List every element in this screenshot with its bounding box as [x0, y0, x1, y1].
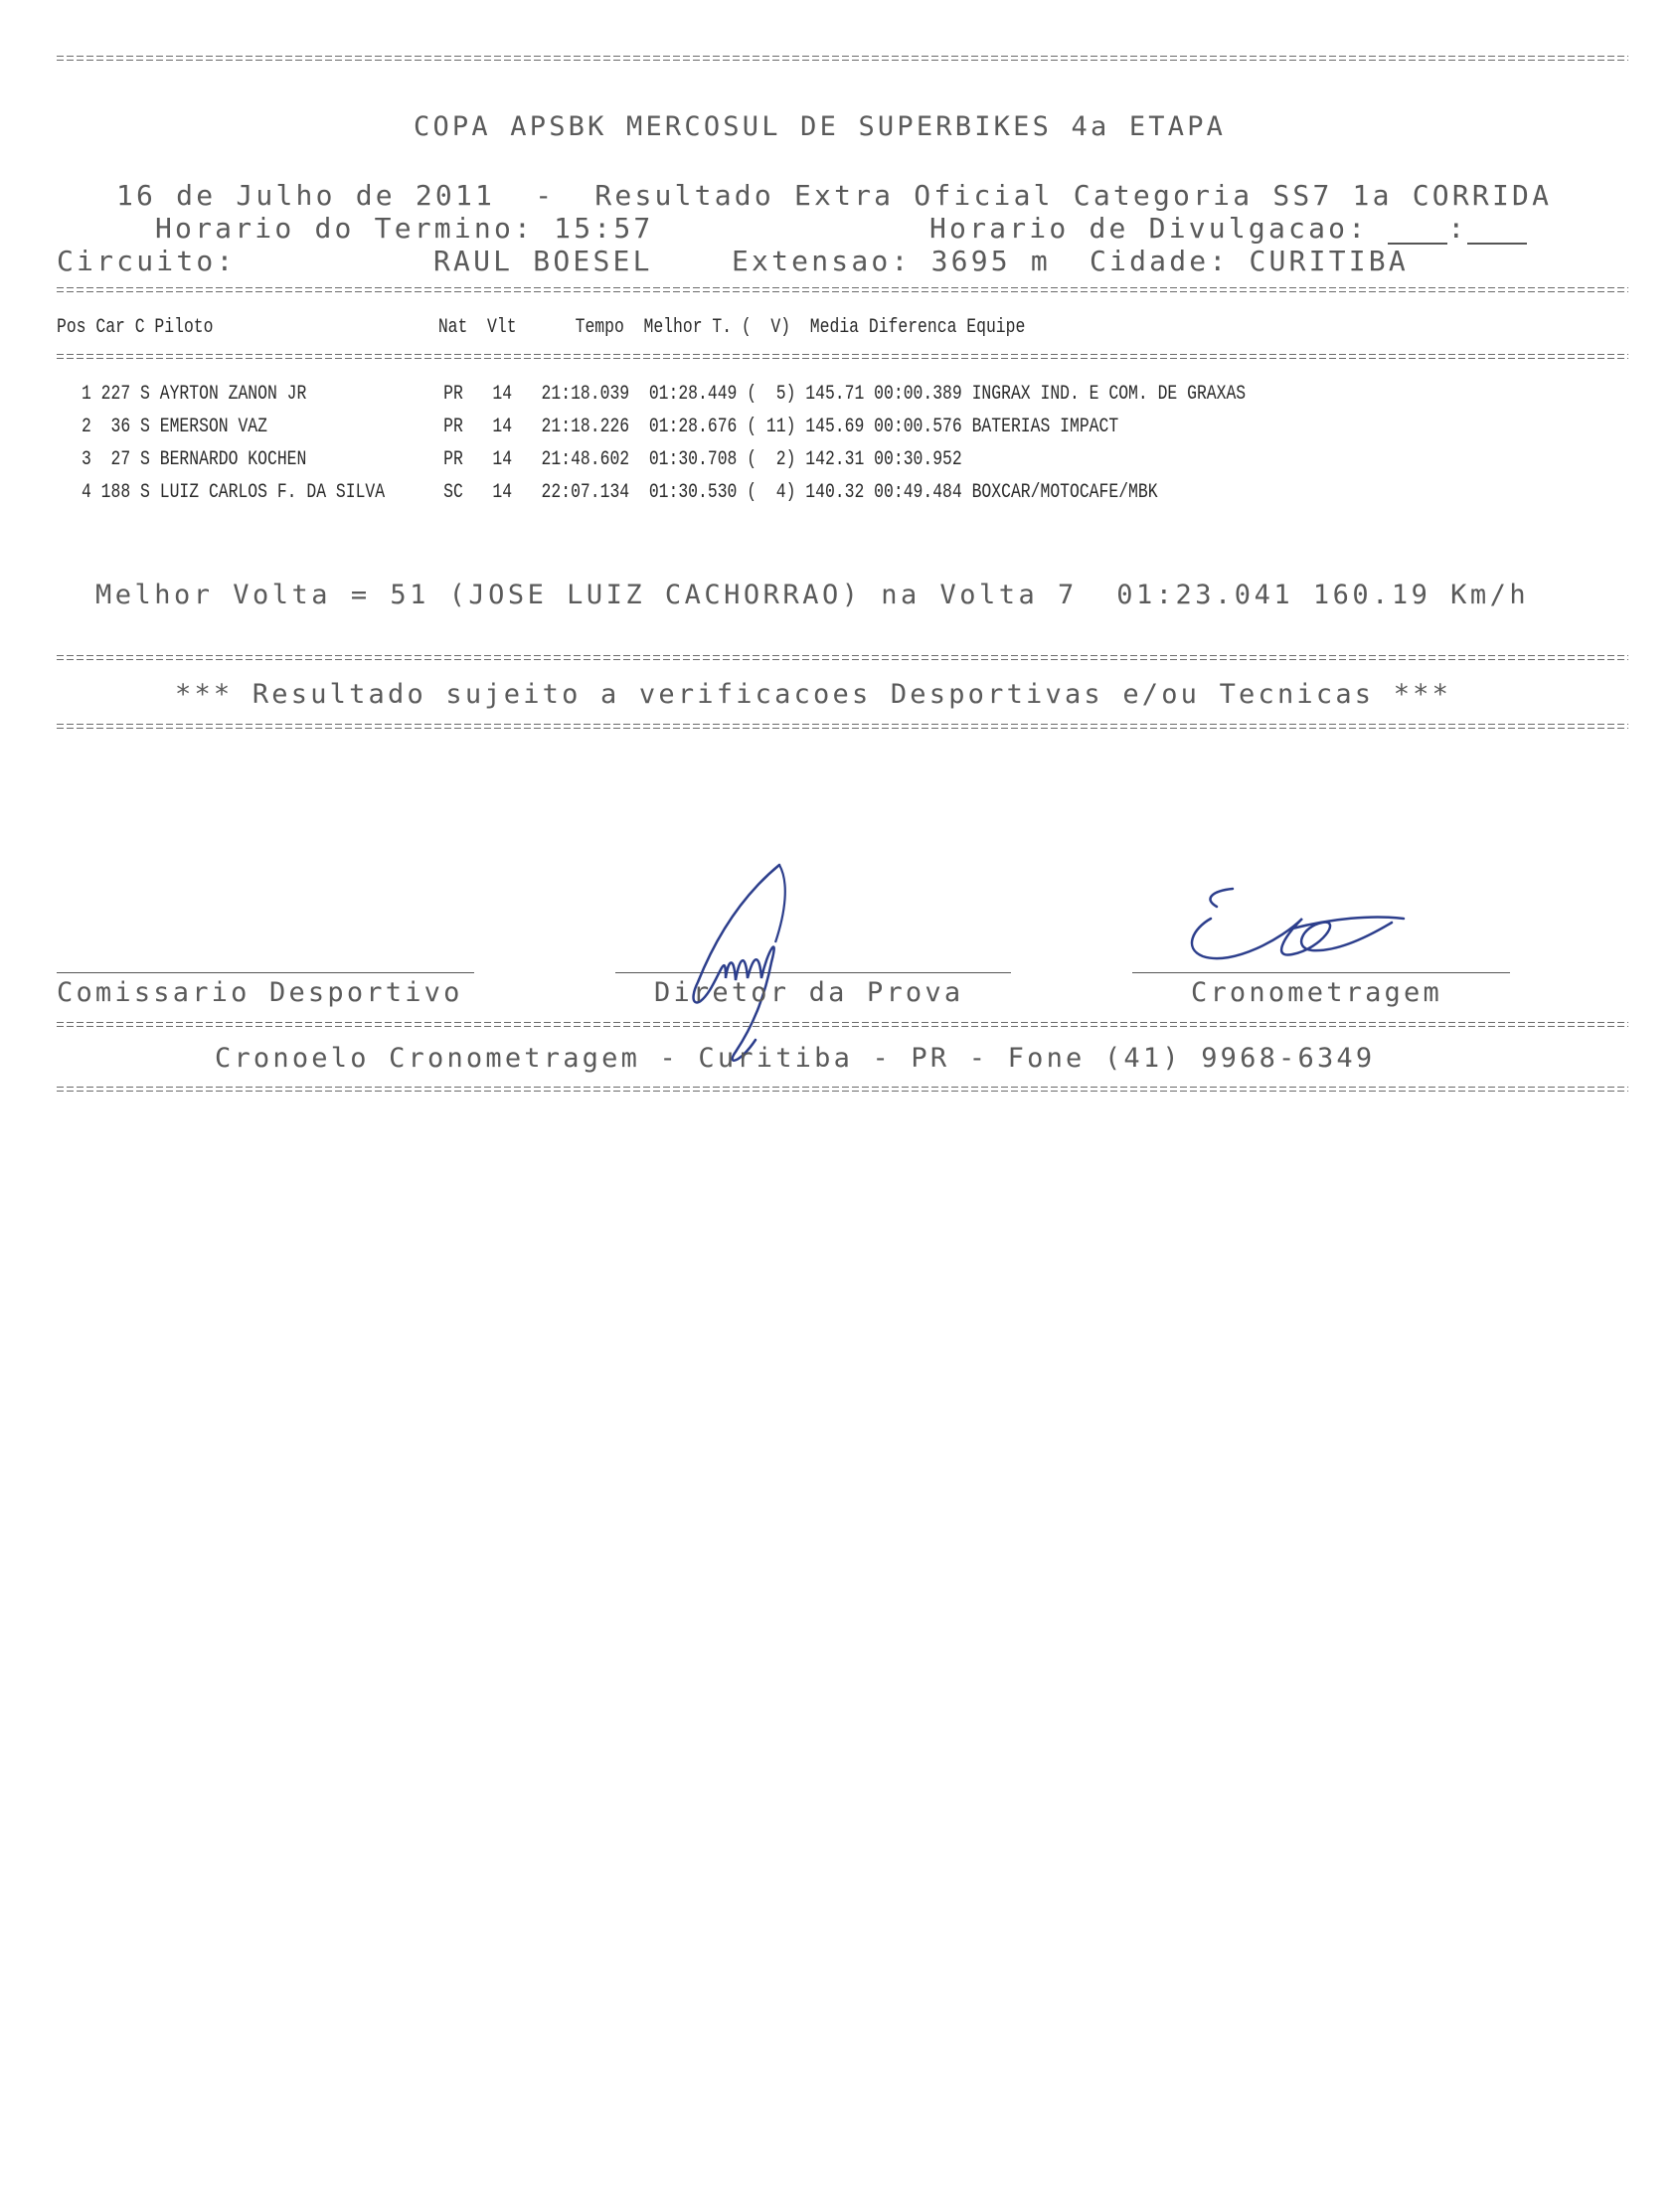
divider-notice-top: [57, 655, 1628, 660]
best-lap: Melhor Volta = 51 (JOSE LUIZ CACHORRAO) na Volta 7 01:23.041 160.19 Km/h: [95, 580, 1530, 610]
circuit-name: RAUL BOESEL: [433, 245, 653, 277]
track-length: Extensao: 3695 m: [732, 245, 1051, 277]
release-time: [929, 212, 1527, 245]
cronometragem-label: Cronometragem: [1191, 977, 1442, 1008]
table-header: Pos Car C Piloto Nat Vlt Tempo Melhor T. ( V) Media Diferenca Equipe: [57, 316, 1026, 339]
comissario-label: Comissario Desportivo: [57, 977, 463, 1008]
signature-line-comissario: [57, 972, 474, 973]
divider-table: [57, 354, 1628, 359]
divider-notice-bottom: [57, 724, 1628, 729]
release-time-separator: :: [1447, 212, 1468, 245]
footer-contact: Cronoelo Cronometragem - Curitiba - PR - Fone (41) 9968-6349: [215, 1043, 1376, 1074]
document-title: COPA APSBK MERCOSUL DE SUPERBIKES 4a ETAPA: [414, 111, 1227, 142]
release-time-label: Horario de Divulgacao:: [929, 212, 1389, 245]
diretor-label: Diretor da Prova: [654, 977, 964, 1008]
city: Cidade: CURITIBA: [1090, 245, 1409, 277]
divider-header: [57, 287, 1628, 292]
date-result-line: 16 de Julho de 2011 - Resultado Extra Oficial Categoria SS7 1a CORRIDA: [116, 179, 1553, 212]
divider-footer-top: [57, 1022, 1628, 1027]
table-row: 3 27 S BERNARDO KOCHEN PR 14 21:48.602 01:30.708 ( 2) 142.31 00:30.952: [82, 448, 962, 471]
release-minute-blank: [1467, 221, 1527, 245]
table-row: 1 227 S AYRTON ZANON JR PR 14 21:18.039 01:28.449 ( 5) 145.71 00:00.389 INGRAX IND. E COM. DE GRAXAS: [82, 383, 1247, 406]
divider-footer-bottom: [57, 1087, 1628, 1092]
table-row: 2 36 S EMERSON VAZ PR 14 21:18.226 01:28.676 ( 11) 145.69 00:00.576 BATERIAS IMPACT: [82, 416, 1119, 438]
table-row: 4 188 S LUIZ CARLOS F. DA SILVA SC 14 22:07.134 01:30.530 ( 4) 140.32 00:49.484 BOXCAR/MOTOCAFE/MBK: [82, 481, 1158, 504]
finish-time: Horario do Termino: 15:57: [155, 212, 654, 245]
divider-top: [57, 56, 1628, 61]
release-hour-blank: [1388, 221, 1447, 245]
circuit-label: Circuito:: [57, 245, 237, 277]
cronometragem-signature: [1173, 879, 1412, 988]
verification-notice: *** Resultado sujeito a verificacoes Desportivas e/ou Tecnicas ***: [175, 679, 1452, 710]
